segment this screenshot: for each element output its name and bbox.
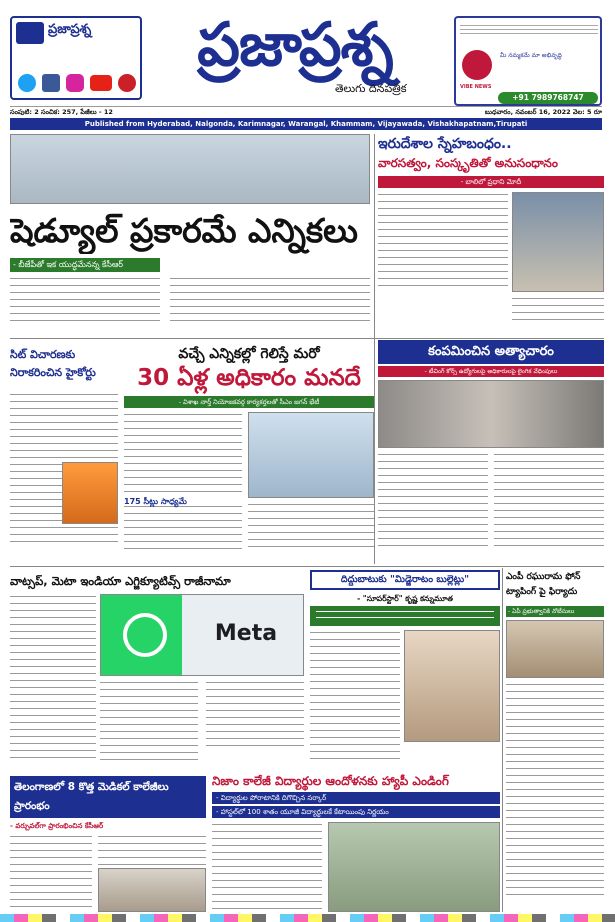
story2-headline: వారసత్వం, సంస్కృతితో అనుసంధానం [378, 156, 558, 170]
published-line: Published from Hyderabad, Nalgonda, Karimnagar, Warangal, Khammam, Vijayawada, Vishakhapatnam,Tirupati [84, 120, 528, 128]
story9-headline: తెలంగాణలో 8 కొత్త మెడికల్ కాలేజీలు ప్రారంభం [14, 781, 169, 812]
story5-headline-bar [378, 340, 604, 364]
logo-mark-icon [16, 22, 44, 44]
whatsapp-icon [123, 613, 167, 657]
story7-photo-krishna [404, 630, 500, 742]
story8-photo [506, 620, 604, 678]
story7-headline-bar [310, 570, 500, 590]
story1-body [10, 276, 370, 334]
instagram-icon[interactable] [66, 74, 84, 92]
newspaper-title: ప్రజాప్రశ్న [197, 10, 393, 80]
ad-tagline: మీ నమ్మకమే మా అభివృద్ధి [500, 52, 562, 59]
story7-strap [310, 606, 500, 626]
story10-strap1: - విద్యార్థుల పోరాటానికి దిగొచ్చిన సర్కార్ [212, 792, 500, 804]
story7-sub: - "సూపర్‌స్టార్" కృష్ణ కన్నుమూత [357, 594, 453, 603]
story5-photo [378, 380, 604, 448]
story7-headline: దిద్దుబాటుకు "మిడ్జెరాటం బుల్లెట్లు" [340, 574, 470, 585]
story10-body [212, 822, 322, 912]
ad-logo-icon [462, 50, 492, 80]
story4-subhead: 175 సీట్లు సాధ్యమే [124, 497, 187, 506]
divider [374, 134, 375, 564]
story10-photo [328, 822, 500, 912]
story2-photo-modi [512, 192, 604, 292]
youtube-icon[interactable] [90, 75, 112, 91]
divider [10, 566, 604, 567]
small-site-name: ప్రజాప్రశ్న [48, 22, 92, 37]
story4-body-right [248, 502, 374, 552]
story6-headline: వాట్సప్, మెటా ఇండియా ఎగ్జిక్యూటివ్స్ రాజీనామా [10, 574, 231, 588]
story10-strap2: - హాస్టల్‌లో 100 శాతం యూజీ విద్యార్థులకే కేటాయింపు నిర్ణయం [212, 806, 500, 818]
story8-strap: - ఏపీ ప్రభుత్వానికి నోటీసులు [506, 606, 604, 617]
masthead [0, 0, 615, 118]
story5-headline: కంపమించిన అత్యాచారం [428, 344, 554, 359]
story4-headline: 30 ఏళ్ల అధికారం మనదే [137, 365, 361, 391]
newspaper-subtitle: తెలుగు దినపత్రిక [335, 82, 407, 95]
story9-strap: - వర్చువల్‌గా ప్రారంభించిన కేసీఆర్ [10, 822, 104, 830]
story2-caption [512, 296, 604, 322]
story4-strap: - విశాఖ నార్త్ నియోజకవర్గ కార్యకర్తలతో సీఎం జగన్ భేటీ [124, 396, 374, 408]
story7-body [310, 630, 400, 770]
story2-kicker: ఇరుదేశాల స్నేహబంధం.. [378, 136, 512, 152]
volume-bar [10, 106, 602, 116]
story9-photo [98, 868, 206, 912]
pinterest-icon[interactable] [118, 74, 136, 92]
date-line: బుధవారం, నవంబర్ 16, 2022 వెల: 5 రూ [484, 108, 602, 116]
divider [502, 568, 503, 912]
story6-body-left [10, 594, 96, 770]
registration-bar [0, 914, 615, 922]
story4-kicker: వచ్చే ఎన్నికల్లో గెలిస్తే మరో [178, 346, 320, 362]
twitter-icon[interactable] [18, 74, 36, 92]
masthead-ad[interactable] [454, 16, 602, 106]
story3-photo [62, 462, 118, 524]
story2-strap: - బాలిలో ప్రధాని మోదీ [378, 176, 604, 188]
ad-copy [460, 22, 598, 44]
story1-strap: - బీజేపీతో ఇక యుద్ధమేనన్న కేసీఆర్ [10, 258, 160, 272]
story8-headline: ఎంపీ రఘురామ ఫోన్ ట్యాపింగ్ పై ఫిర్యాదు [506, 572, 581, 597]
story1-headline: షెడ్యూల్ ప్రకారమే ఎన్నికలు [10, 211, 358, 250]
story5-body [378, 452, 604, 552]
story4-body-left [124, 412, 242, 552]
story3-headline: సిట్ విచారణకు నిరాకరించిన హైకోర్టు [10, 348, 96, 379]
facebook-icon[interactable] [42, 74, 60, 92]
story1-photo [10, 134, 370, 204]
story5-strap: - టీచింగ్ కోర్స్ ఉద్యోగులపై అధికారులపై లైంగిక వేధింపులు [378, 366, 604, 377]
story10-headline: నిజాం కాలేజీ విద్యార్థుల ఆందోళనకు హ్యాపీ ఎండింగ్ [212, 774, 449, 788]
meta-logo-text: Meta [214, 621, 278, 646]
divider [10, 338, 604, 339]
published-bar [10, 118, 602, 130]
ad-phone[interactable]: +91 7989768747 [498, 92, 598, 104]
volume-line: సంపుటి: 2 సంచిక: 257, పేజీలు - 12 [10, 108, 113, 116]
story6-body-right [100, 680, 304, 770]
story9-headline-box [10, 776, 206, 818]
story6-photo-meta [100, 594, 304, 676]
ad-brand: VIBE NEWS [460, 84, 492, 90]
story2-body [378, 192, 508, 292]
story8-body [506, 682, 604, 910]
small-logo-box [10, 16, 142, 100]
story4-photo-jagan [248, 412, 374, 498]
